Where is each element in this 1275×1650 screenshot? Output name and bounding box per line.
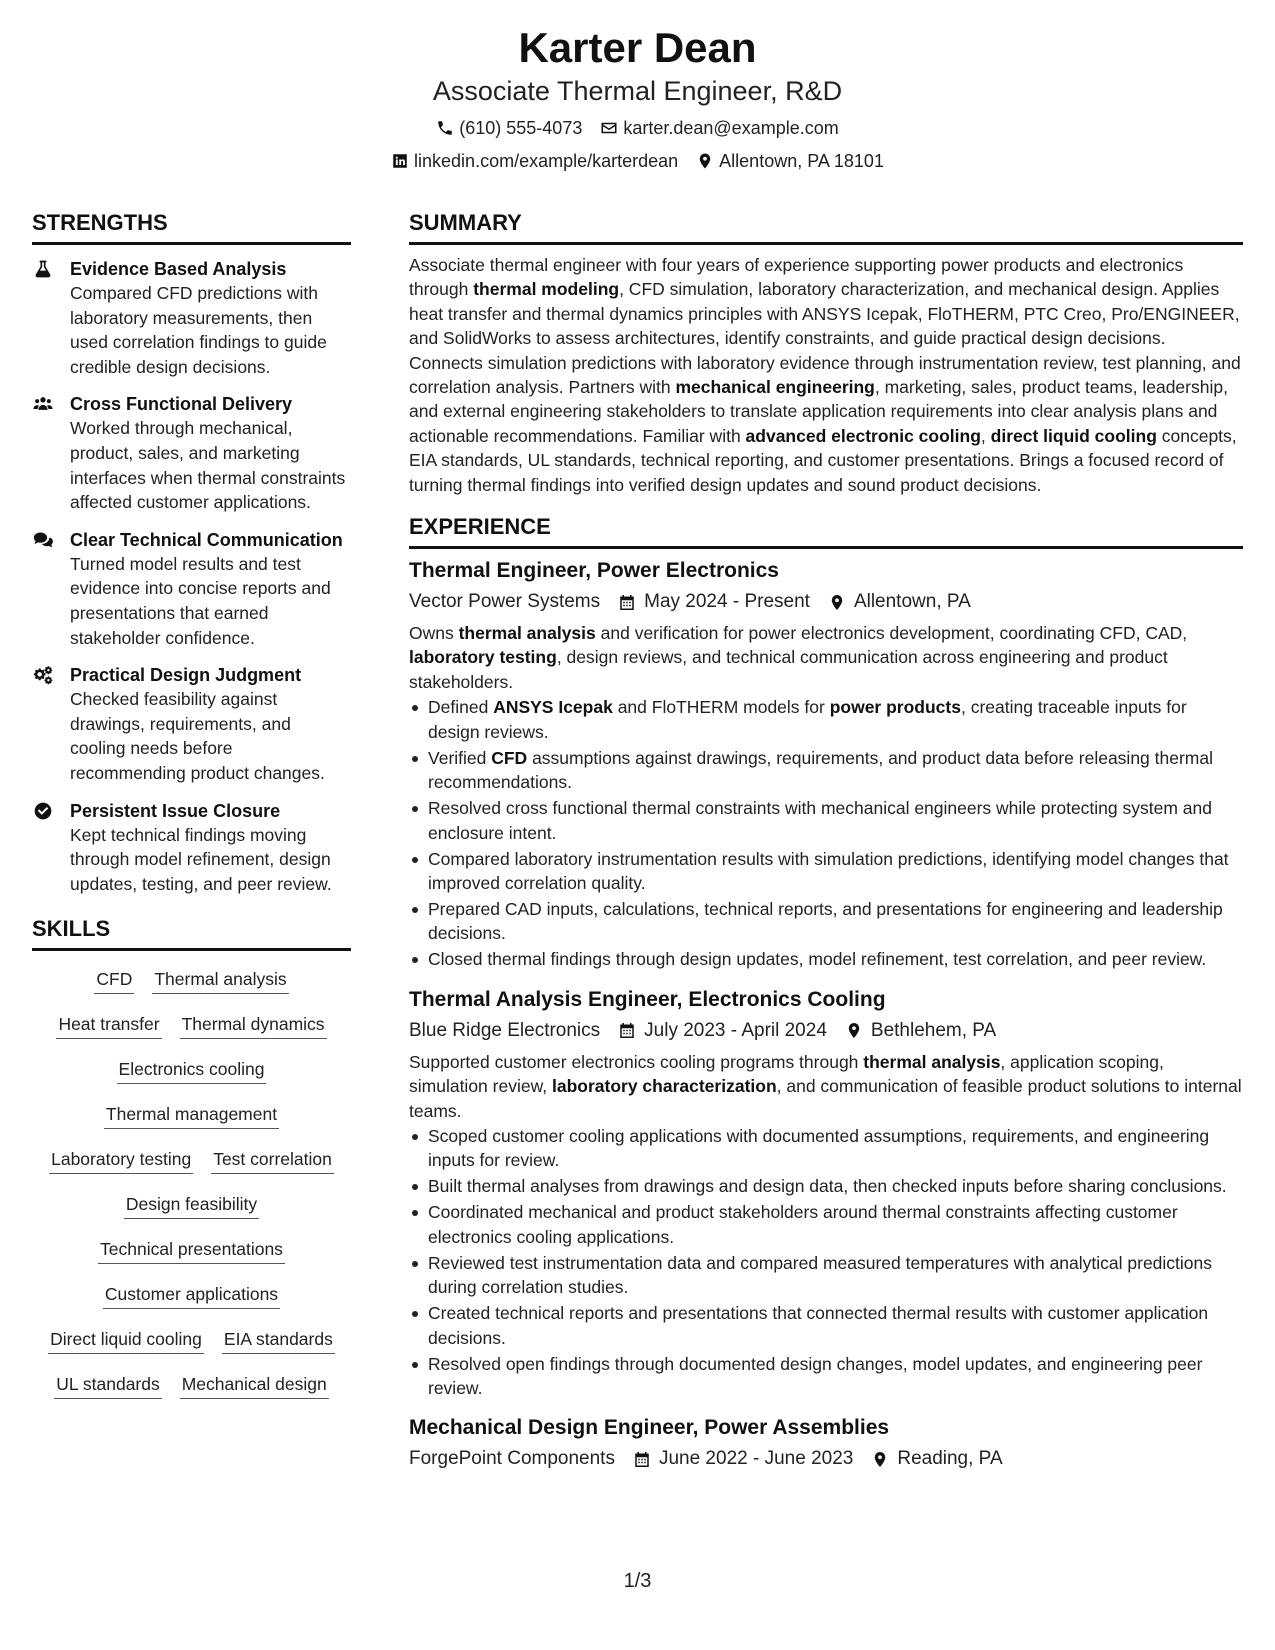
job-dates-text: June 2022 - June 2023 bbox=[658, 1448, 854, 1470]
job-entry bbox=[409, 557, 1243, 972]
bullet-item: Resolved cross functional thermal constraints with mechanical engineers while protecting system and enclosure intent. bbox=[409, 796, 1243, 845]
emphasis-text: thermal modeling bbox=[473, 279, 620, 300]
left-column bbox=[32, 209, 351, 1417]
job-location bbox=[871, 1446, 1002, 1472]
bullet-item: Verified CFD assumptions against drawings, requirements, and product data before releasing thermal recommendations. bbox=[409, 746, 1243, 795]
job-meta bbox=[409, 1446, 1243, 1472]
comments-icon bbox=[32, 530, 54, 550]
contact-phone bbox=[436, 116, 582, 140]
skill-row bbox=[56, 1012, 326, 1057]
job-meta bbox=[409, 589, 1243, 615]
job-location bbox=[845, 1018, 996, 1044]
strength-title: Clear Technical Communication bbox=[70, 529, 343, 550]
map-marker-icon bbox=[696, 152, 714, 170]
skill-tag: Thermal dynamics bbox=[180, 1012, 327, 1039]
users-icon bbox=[32, 394, 54, 414]
emphasis-text: thermal analysis bbox=[863, 1051, 1001, 1072]
contact-email[interactable] bbox=[600, 116, 838, 140]
bullet-item: Reviewed test instrumentation data and compared measured temperatures with analytical predictions during correlation studies. bbox=[409, 1251, 1243, 1300]
job-location bbox=[828, 589, 971, 615]
skill-row bbox=[104, 1102, 279, 1147]
job-bullets bbox=[409, 1124, 1243, 1400]
skill-tag: Heat transfer bbox=[56, 1012, 161, 1039]
job-company: Blue Ridge Electronics bbox=[409, 1019, 601, 1041]
bullet-item: Coordinated mechanical and product stakeholders around thermal constraints affecting customer electronics cooling applications. bbox=[409, 1200, 1243, 1249]
skill-row bbox=[98, 1237, 285, 1282]
job-location-text: Reading, PA bbox=[897, 1448, 1003, 1470]
bullet-item: Defined ANSYS Icepak and FloTHERM models for power products, creating traceable inputs for design reviews. bbox=[409, 695, 1243, 744]
strength-item bbox=[32, 799, 351, 897]
strength-desc: Turned model results and test evidence into concise reports and presentations that earned stakeholder confidence. bbox=[70, 553, 331, 648]
emphasis-text: CFD bbox=[491, 747, 528, 768]
map-marker-icon bbox=[845, 1021, 863, 1040]
experience-heading: EXPERIENCE bbox=[409, 513, 1243, 549]
skill-tag: Customer applications bbox=[103, 1282, 280, 1309]
skill-tag: Mechanical design bbox=[180, 1372, 329, 1399]
strength-desc: Worked through mechanical, product, sales, and marketing interfaces when thermal constraints affected customer applications. bbox=[70, 418, 346, 513]
strength-title: Persistent Issue Closure bbox=[70, 800, 281, 821]
skill-row bbox=[54, 1372, 328, 1417]
skill-tag: Electronics cooling bbox=[117, 1057, 267, 1084]
emphasis-text: laboratory testing bbox=[409, 647, 557, 668]
envelope-icon bbox=[600, 119, 618, 137]
contact-location bbox=[696, 149, 884, 173]
candidate-name: Karter Dean bbox=[518, 24, 757, 71]
location-text: Allentown, PA 18101 bbox=[719, 151, 884, 171]
job-location-text: Bethlehem, PA bbox=[870, 1019, 997, 1041]
skill-row bbox=[124, 1192, 259, 1237]
job-meta bbox=[409, 1018, 1243, 1044]
contact-linkedin[interactable] bbox=[391, 149, 678, 173]
job-role: Mechanical Design Engineer, Power Assemblies bbox=[409, 1416, 890, 1440]
bullet-item: Resolved open findings through documented design changes, model updates, and engineering peer review. bbox=[409, 1352, 1243, 1401]
strengths-list bbox=[32, 257, 351, 896]
flask-icon bbox=[32, 259, 54, 279]
bullet-item: Created technical reports and presentations that connected thermal results with customer application decisions. bbox=[409, 1301, 1243, 1350]
skills-heading: SKILLS bbox=[32, 915, 351, 951]
emphasis-text: advanced electronic cooling bbox=[745, 425, 981, 446]
phone-text: (610) 555-4073 bbox=[459, 118, 583, 138]
emphasis-text: ANSYS Icepak bbox=[493, 697, 613, 718]
skill-tag: Thermal analysis bbox=[152, 967, 288, 994]
job-company: ForgePoint Components bbox=[409, 1448, 615, 1470]
strength-title: Cross Functional Delivery bbox=[70, 394, 293, 415]
strength-desc: Checked feasibility against drawings, requirements, and cooling needs before recommending product changes. bbox=[70, 689, 325, 783]
skill-row bbox=[117, 1057, 267, 1102]
summary-text: Associate thermal engineer with four years of experience supporting power products and electronics through thermal modeling, CFD simulation, laboratory characterization, and mechanical design. Applies heat transfer and thermal dynamics principles with ANSYS Icepak, FloTHERM, PTC Creo, Pro/ENGINEER, and SolidWorks to assess architectures, identify constraints, and guide practical design decisions. Connects simulation predictions with laboratory evidence through instrumentation review, test planning, and correlation analysis. Partners with mechanical engineering, marketing, sales, product teams, leadership, and external engineering stakeholders to translate application requirements into clear analysis plans and actionable recommendations. Familiar with advanced electronic cooling, direct liquid cooling concepts, EIA standards, UL standards, technical reporting, and customer presentations. Brings a focused record of turning thermal findings into verified design updates and sound product decisions. bbox=[409, 255, 1241, 495]
skill-row bbox=[103, 1282, 280, 1327]
strength-desc: Kept technical findings moving through model refinement, design updates, testing, and peer review. bbox=[70, 824, 332, 894]
emphasis-text: power products bbox=[829, 697, 961, 718]
job-entry bbox=[409, 986, 1243, 1401]
job-role: Thermal Engineer, Power Electronics bbox=[409, 559, 779, 583]
strength-item bbox=[32, 392, 351, 514]
job-role: Thermal Analysis Engineer, Electronics Cooling bbox=[409, 987, 886, 1011]
job-dates-text: May 2024 - Present bbox=[644, 591, 810, 613]
calendar-icon bbox=[618, 593, 636, 612]
skill-tag: CFD bbox=[94, 967, 134, 994]
summary-heading: SUMMARY bbox=[409, 209, 1243, 245]
skill-tag: UL standards bbox=[54, 1372, 161, 1399]
experience-list bbox=[409, 557, 1243, 1472]
linkedin-text: linkedin.com/example/karterdean bbox=[414, 151, 679, 171]
resume-header bbox=[0, 22, 1275, 173]
contact-row-1 bbox=[0, 116, 1275, 140]
skill-row bbox=[48, 1327, 335, 1372]
check-circle-icon bbox=[32, 801, 54, 821]
job-dates bbox=[633, 1446, 853, 1472]
email-text: karter.dean@example.com bbox=[623, 118, 839, 138]
skills-list bbox=[32, 967, 351, 1417]
job-dates bbox=[618, 1018, 827, 1044]
job-location-text: Allentown, PA bbox=[853, 591, 971, 613]
right-column bbox=[409, 209, 1243, 1472]
job-dates-text: July 2023 - April 2024 bbox=[644, 1019, 827, 1041]
job-description: Owns thermal analysis and verification for power electronics development, coordinating CFD, CAD, laboratory testing, design reviews, and technical communication across engineering and product stakeholders. bbox=[409, 623, 1188, 692]
strength-item bbox=[32, 528, 351, 650]
skill-tag: EIA standards bbox=[222, 1327, 335, 1354]
skill-tag: Test correlation bbox=[211, 1147, 334, 1174]
strength-desc: Compared CFD predictions with laboratory measurements, then used correlation findings to guide credible design decisions. bbox=[70, 283, 327, 377]
map-marker-icon bbox=[828, 593, 846, 612]
job-company: Vector Power Systems bbox=[409, 591, 601, 613]
emphasis-text: thermal analysis bbox=[458, 623, 596, 644]
calendar-icon bbox=[633, 1450, 651, 1469]
skill-tag: Direct liquid cooling bbox=[48, 1327, 204, 1354]
candidate-title: Associate Thermal Engineer, R&D bbox=[432, 76, 843, 106]
bullet-item: Built thermal analyses from drawings and design data, then checked inputs before sharing conclusions. bbox=[409, 1174, 1243, 1198]
emphasis-text: mechanical engineering bbox=[675, 377, 875, 398]
skill-tag: Technical presentations bbox=[98, 1237, 285, 1264]
job-bullets bbox=[409, 695, 1243, 971]
calendar-icon bbox=[618, 1021, 636, 1040]
skill-tag: Design feasibility bbox=[124, 1192, 259, 1219]
skill-tag: Laboratory testing bbox=[49, 1147, 193, 1174]
job-description: Supported customer electronics cooling programs through thermal analysis, application scoping, simulation review, laboratory characterization, and communication of feasible product solutions to internal teams. bbox=[409, 1051, 1242, 1121]
linkedin-icon bbox=[391, 152, 409, 170]
bullet-item: Compared laboratory instrumentation results with simulation predictions, identifying model changes that improved correlation quality. bbox=[409, 847, 1243, 896]
strength-item bbox=[32, 663, 351, 785]
skill-row bbox=[49, 1147, 334, 1192]
strength-title: Evidence Based Analysis bbox=[70, 259, 287, 279]
strengths-heading: STRENGTHS bbox=[32, 209, 351, 245]
contact-row-2 bbox=[0, 149, 1275, 173]
skill-row bbox=[94, 967, 288, 1012]
emphasis-text: laboratory characterization bbox=[551, 1076, 777, 1097]
bullet-item: Scoped customer cooling applications with documented assumptions, requirements, and engineering inputs for review. bbox=[409, 1124, 1243, 1173]
skill-tag: Thermal management bbox=[104, 1102, 279, 1129]
phone-icon bbox=[436, 119, 454, 137]
map-marker-icon bbox=[871, 1450, 889, 1469]
job-dates bbox=[618, 589, 810, 615]
bullet-item: Closed thermal findings through design updates, model refinement, test correlation, and peer review. bbox=[409, 947, 1243, 971]
job-entry bbox=[409, 1414, 1243, 1472]
strength-title: Practical Design Judgment bbox=[70, 665, 302, 686]
emphasis-text: direct liquid cooling bbox=[990, 425, 1157, 446]
gears-icon bbox=[32, 665, 54, 685]
bullet-item: Prepared CAD inputs, calculations, technical reports, and presentations for engineering and leadership decisions. bbox=[409, 897, 1243, 946]
strength-item bbox=[32, 257, 351, 379]
page-number: 1/3 bbox=[623, 1570, 652, 1592]
